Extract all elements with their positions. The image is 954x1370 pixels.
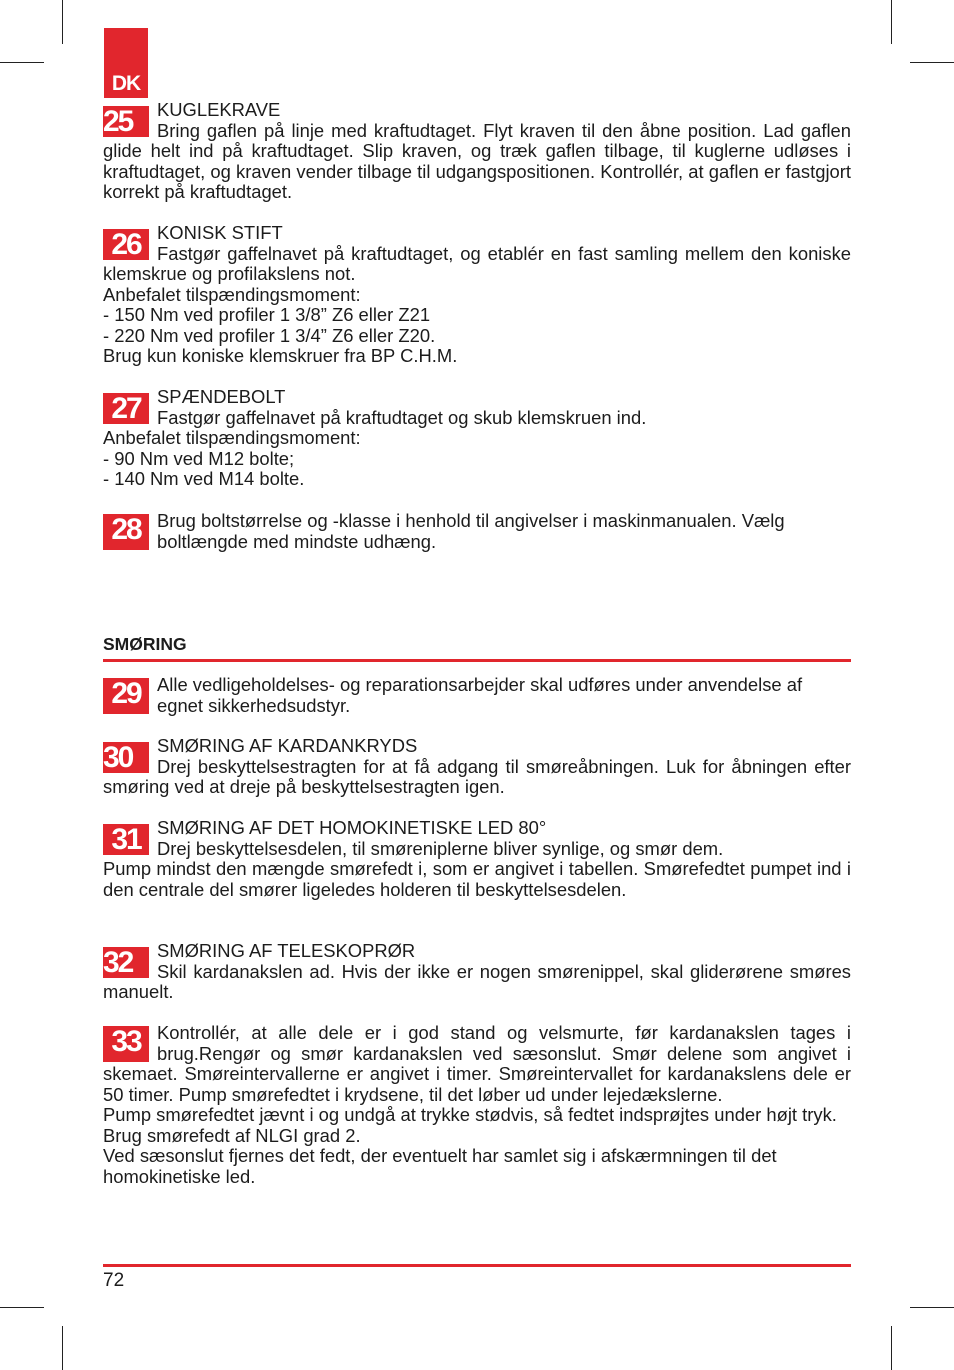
step-title: KUGLEKRAVE [157,99,281,120]
step-text: Skil kardanakslen ad. Hvis der ikke er nogen smørenippel, skal gliderørene smøres manuelt. [103,960,851,1002]
footer-divider [103,1264,851,1267]
step-text: Anbefalet tilspændingsmoment: [103,427,361,448]
step-text: Fastgør gaffelnavet på kraftudtaget og skub klemskruen ind. [157,406,647,428]
step-text: Pump smørefedtet jævnt i og undgå at trykke stødvis, så fedtet indsprøjtes under højt tryk. [103,1104,837,1125]
step-number-badge: 32 [103,947,149,978]
crop-mark [62,1326,63,1370]
step-text: Fastgør gaffelnavet på kraftudtaget, og etablér en fast samling mellem den koniske klemskrue og profilakslens not. [103,242,851,284]
step-25 [103,100,851,203]
step-text: - 150 Nm ved profiler 1 3/8” Z6 eller Z21 [103,304,431,325]
crop-mark [891,0,892,44]
step-number-badge: 31 [103,824,149,855]
step-28 [103,511,851,552]
step-title: SMØRING AF DET HOMOKINETISKE LED 80° [157,817,547,838]
step-number-badge: 29 [103,678,149,714]
step-33 [103,1023,851,1187]
step-number-badge: 26 [103,229,149,260]
page-number: 72 [103,1270,125,1291]
step-text: Brug kun koniske klemskruer fra BP C.H.M. [103,345,458,366]
step-title: SPÆNDEBOLT [157,386,286,407]
step-27 [103,387,851,490]
section-title: SMØRING [103,634,187,654]
step-title: KONISK STIFT [157,222,283,243]
step-number-badge: 30 [103,742,149,773]
crop-mark [891,1326,892,1370]
language-tab [104,28,148,98]
step-text: Drej beskyttelsesdelen, til smøreniplerne bliver synlige, og smør dem. [157,837,724,859]
step-number-badge: 27 [103,393,149,424]
step-26 [103,223,851,367]
step-title: SMØRING AF TELESKOPRØR [157,940,416,961]
step-title: SMØRING AF KARDANKRYDS [157,735,418,756]
step-text: Alle vedligeholdelses- og reparationsarbejder skal udføres under anvendelse af egnet sikkerhedsudstyr. [157,674,803,716]
step-text: Brug boltstørrelse og -klasse i henhold til angivelser i maskinmanualen. Vælg boltlængde med mindste udhæng. [157,510,785,552]
crop-mark [910,1307,954,1308]
step-number-badge: 25 [103,106,149,137]
crop-mark [0,1307,44,1308]
step-text: Anbefalet tilspændingsmoment: [103,283,361,305]
step-30 [103,736,851,798]
crop-mark [910,62,954,63]
step-text: Kontrollér, at alle dele er i god stand og velsmurte, før kardanakslen tages i brug.Rengør og smør kardanakslen ved sæsonslut. Smør delene som angivet i skemaet. Smøreintervallerne er angivet i timer. Smøreintervallet for kardanakslens dele er 50 timer. Pump smørefedtet i krydsene, til det løber ud under lejedækslerne. [103,1022,851,1105]
step-text: Pump mindst den mængde smørefedt i, som er angivet i tabellen. Smørefedtet pumpet ind i den centrale del smører ligeledes holderen til beskyttelsesdelen. [103,858,851,900]
language-tab-label: DK [111,72,141,95]
step-text: - 90 Nm ved M12 bolte; [103,447,295,469]
step-number-badge: 28 [103,514,149,550]
step-text: - 220 Nm ved profiler 1 3/4” Z6 eller Z20. [103,324,436,346]
step-text: Bring gaflen på linje med kraftudtaget. Flyt kraven til den åbne position. Lad gaflen glide helt ind på kraftudtaget. Slip kraven, og træk gaflen tilbage, til kuglerne udløses i kraftudtaget, og kraven vender tilbage til udgangspositionen. Kontrollér, at gaflen er fastgjort korrekt på kraftudtaget. [103,119,851,202]
crop-mark [0,62,44,63]
crop-mark [62,0,63,44]
step-32 [103,941,851,1003]
step-text: Drej beskyttelsestragten for at få adgang til smøreåbningen. Luk for åbningen efter smøring ved at dreje på beskyttelsestragten igen. [103,755,851,797]
section-divider [103,659,851,662]
step-number-badge: 33 [103,1026,149,1062]
step-text: - 140 Nm ved M14 bolte. [103,468,305,489]
step-31 [103,818,851,900]
step-text: Ved sæsonslut fjernes det fedt, der eventuelt har samlet sig i afskærmningen til det homokinetiske led. [103,1145,777,1187]
step-29 [103,675,851,716]
step-text: Brug smørefedt af NLGI grad 2. [103,1124,361,1146]
